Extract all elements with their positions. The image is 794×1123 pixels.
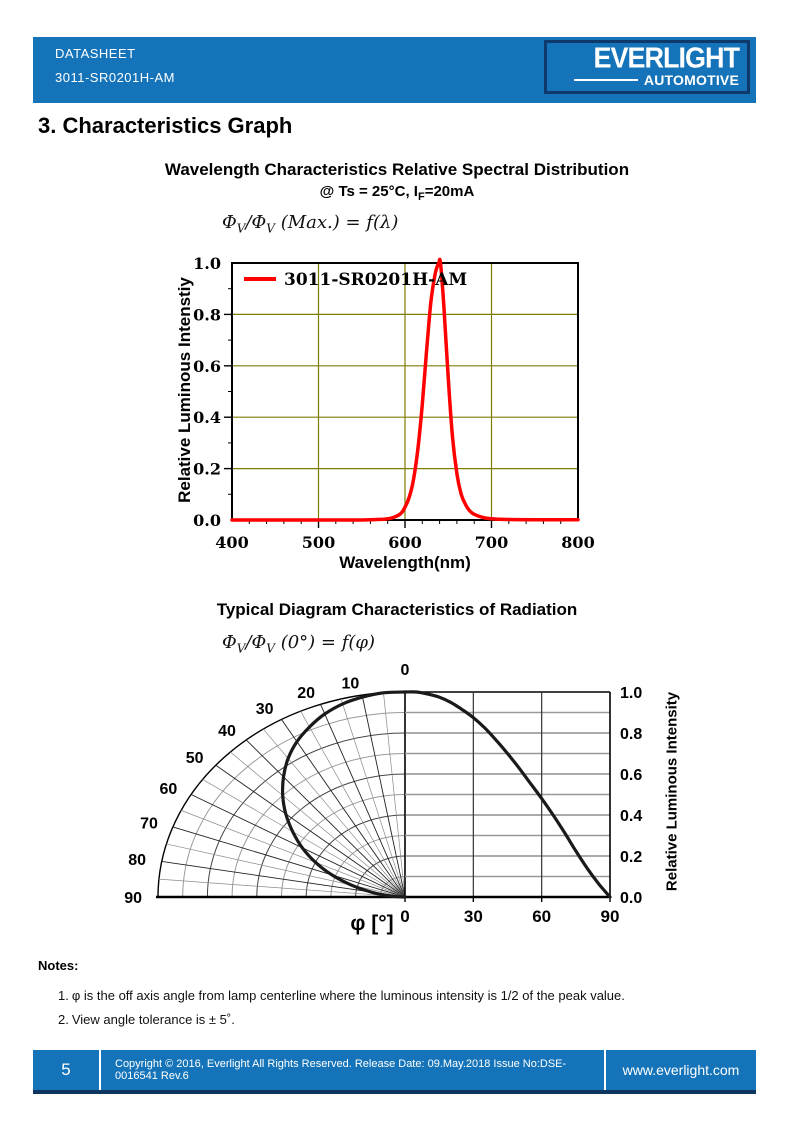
section-title: 3. Characteristics Graph bbox=[38, 113, 293, 138]
tick-label: 800 bbox=[561, 533, 595, 552]
spectral-x-axis-title: Wavelength(nm) bbox=[339, 553, 471, 572]
copyright-text: Copyright © 2016, Everlight All Rights Reserved. Release Date: 09.May.2018 Issue No:DSE-0016541 Rev.6 bbox=[115, 1058, 567, 1082]
doc-type-label: DATASHEET bbox=[55, 46, 136, 61]
tick-label: 0.6 bbox=[193, 356, 221, 376]
spectral-y-axis-title: Relative Luminous Intenstiy bbox=[175, 277, 194, 503]
tick-label: 60 bbox=[532, 907, 552, 926]
part-number: 3011-SR0201H-AM bbox=[55, 70, 175, 85]
spectral-formula: $\Phi_V/\Phi_V$ (Max.) = f(λ) bbox=[222, 212, 399, 236]
tick-label: 0.0 bbox=[620, 890, 643, 907]
tick-label: 1.0 bbox=[620, 685, 643, 702]
brand-name: EVERLIGHT bbox=[593, 42, 739, 74]
note-item: 2. View angle tolerance is ± 5˚. bbox=[58, 1012, 235, 1027]
radiation-y-axis-title: Relative Luminous Intensity bbox=[663, 691, 681, 892]
tick-label: 10 bbox=[341, 675, 360, 693]
brand-division: AUTOMOTIVE bbox=[643, 72, 739, 88]
polar-radial bbox=[166, 844, 405, 897]
tick-label: 0 bbox=[400, 662, 410, 679]
tick-label: 60 bbox=[159, 781, 178, 798]
tick-label: 0.4 bbox=[620, 808, 643, 825]
tick-label: 0.0 bbox=[193, 511, 221, 530]
tick-label: 90 bbox=[124, 890, 142, 907]
tick-label: 0.6 bbox=[620, 767, 643, 784]
tick-label: 0 bbox=[400, 907, 410, 926]
website-link[interactable]: www.everlight.com bbox=[604, 1050, 756, 1090]
tick-label: 600 bbox=[388, 533, 422, 552]
tick-label: 20 bbox=[297, 685, 316, 703]
tick-label: 0.2 bbox=[193, 459, 221, 479]
spectral-test-condition: @ Ts = 25°C, $I_F=20mA$ bbox=[319, 183, 475, 203]
tick-label: 1.0 bbox=[193, 254, 221, 273]
tick-label: 90 bbox=[600, 907, 620, 926]
logo-rule-line bbox=[574, 79, 638, 81]
radiation-x-axis-title: φ [°] bbox=[350, 912, 394, 935]
tick-label: 400 bbox=[215, 533, 249, 552]
spectral-chart bbox=[150, 248, 620, 578]
tick-label: 0.8 bbox=[193, 305, 221, 325]
brand-sub-row bbox=[547, 72, 739, 88]
spectral-chart-title: Wavelength Characteristics Relative Spectral Distribution bbox=[164, 160, 630, 179]
footer-bar bbox=[33, 1050, 756, 1094]
legend-label: 3011-SR0201H-AM bbox=[284, 270, 468, 290]
note-item: 1. φ is the off axis angle from lamp centerline where the luminous intensity is 1/2 of the peak value. bbox=[58, 988, 625, 1003]
radiation-formula: $\Phi_V/\Phi_V$ (0°) = f(φ) bbox=[222, 632, 376, 656]
tick-label: 30 bbox=[463, 907, 483, 926]
header-bar bbox=[33, 37, 756, 103]
page-number: 5 bbox=[33, 1050, 101, 1090]
tick-label: 0.4 bbox=[193, 408, 221, 428]
tick-label: 700 bbox=[474, 533, 509, 552]
tick-label: 80 bbox=[128, 852, 146, 870]
everlight-logo bbox=[544, 40, 750, 94]
tick-label: 50 bbox=[185, 749, 204, 767]
tick-label: 0.2 bbox=[620, 849, 643, 866]
radiation-chart-title: Typical Diagram Characteristics of Radiation bbox=[216, 600, 578, 619]
tick-label: 70 bbox=[140, 815, 158, 833]
tick-label: 40 bbox=[218, 723, 236, 741]
polar-radial bbox=[341, 699, 405, 897]
tick-label: 500 bbox=[301, 533, 336, 552]
radiation-chart bbox=[95, 658, 715, 953]
tick-label: 0.8 bbox=[620, 726, 643, 743]
tick-label: 30 bbox=[255, 701, 274, 719]
notes-label: Notes: bbox=[38, 958, 79, 973]
